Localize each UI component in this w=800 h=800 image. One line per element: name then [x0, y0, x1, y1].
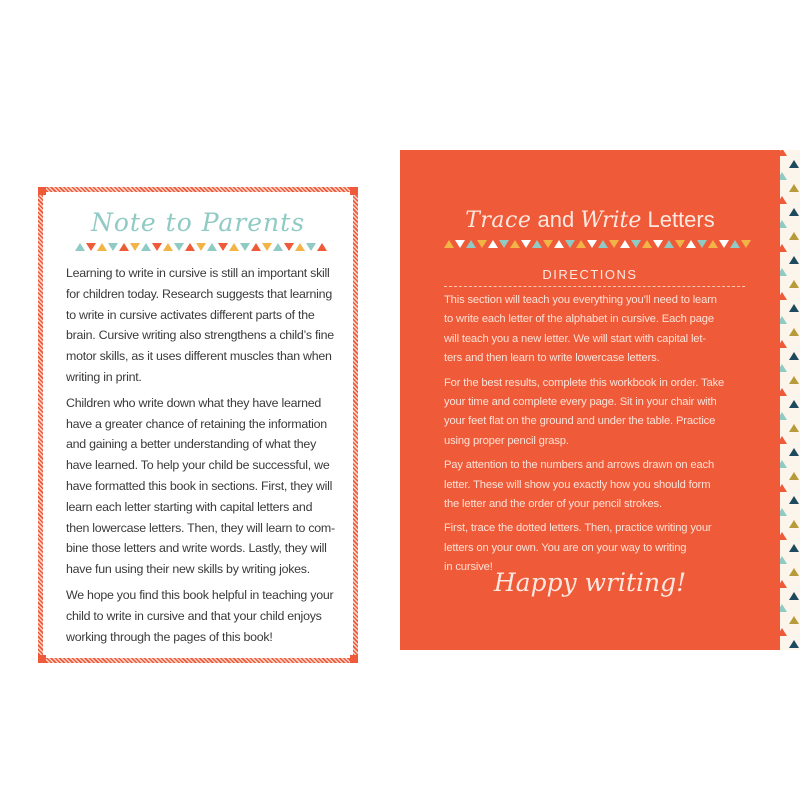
triangle-icon — [675, 240, 685, 248]
triangle-icon — [789, 232, 799, 240]
triangle-pattern-edge — [780, 150, 800, 650]
triangle-icon — [598, 240, 608, 248]
triangle-icon — [75, 243, 85, 251]
triangle-icon — [789, 328, 799, 336]
dashed-divider — [444, 286, 745, 287]
triangle-icon — [789, 160, 799, 168]
triangle-icon — [510, 240, 520, 248]
triangle-icon — [780, 196, 787, 204]
triangle-icon — [565, 240, 575, 248]
triangle-icon — [780, 150, 787, 156]
triangle-icon — [295, 243, 305, 251]
triangle-icon — [229, 243, 239, 251]
triangle-icon — [789, 256, 799, 264]
triangle-icon — [789, 184, 799, 192]
trace-and-write-page — [400, 150, 780, 650]
triangle-icon — [697, 240, 707, 248]
text-line: This section will teach you everything you’ll need to learn — [444, 294, 717, 306]
text-line: ters and then learn to write lowercase letters. — [444, 352, 660, 365]
text-line: First, trace the dotted letters. Then, practice writing your — [444, 522, 712, 535]
triangle-icon — [218, 243, 228, 251]
triangle-icon — [306, 243, 316, 251]
triangle-icon — [780, 628, 787, 636]
text-line: letters on your own. You are on your way to writing — [444, 541, 687, 554]
triangle-icon — [780, 436, 787, 444]
triangle-icon — [708, 240, 718, 248]
text-line: have learned. To help your child be successful, we — [66, 458, 330, 473]
triangle-icon — [130, 243, 140, 251]
triangle-icon — [152, 243, 162, 251]
triangle-icon — [174, 243, 184, 251]
title-and: and — [531, 207, 581, 232]
triangle-icon — [780, 244, 787, 252]
text-line: to write in cursive activates different parts of the — [66, 307, 315, 322]
triangle-icon — [620, 240, 630, 248]
title-write: Write — [580, 208, 642, 233]
triangle-icon — [196, 243, 206, 251]
text-line: writing in print. — [66, 369, 142, 384]
text-line: have fun using their new skills by writing jokes. — [66, 562, 310, 577]
triangle-icon — [780, 412, 787, 420]
triangle-icon — [780, 292, 787, 300]
triangle-icon — [789, 424, 799, 432]
text-line: to write each letter of the alphabet in cursive. Each page — [444, 313, 714, 326]
triangle-icon — [789, 352, 799, 360]
text-line: and gaining a better understanding of what they — [66, 437, 317, 452]
text-line: in cursive! — [444, 561, 493, 574]
text-line: have formatted this book in sections. First, they will — [66, 478, 333, 493]
page-title: Note to Parents — [90, 208, 306, 237]
triangle-icon — [780, 580, 787, 588]
triangle-icon — [789, 400, 799, 408]
triangle-icon — [780, 556, 787, 564]
triangle-icon — [576, 240, 586, 248]
text-line: for children today. Research suggests that learning — [66, 286, 332, 301]
paragraph — [444, 456, 724, 514]
text-line: working through the pages of this book! — [66, 629, 273, 644]
triangle-icon — [97, 243, 107, 251]
body-text — [444, 291, 724, 583]
triangle-icon — [532, 240, 542, 248]
triangle-icon — [262, 243, 272, 251]
triangle-icon — [141, 243, 151, 251]
triangle-icon — [163, 243, 173, 251]
triangle-icon — [119, 243, 129, 251]
directions-heading: DIRECTIONS — [542, 267, 638, 282]
text-line: brain. Cursive writing also strengthens a child’s fine — [66, 328, 334, 343]
triangle-icon — [185, 243, 195, 251]
triangle-icon — [86, 243, 96, 251]
triangle-icon — [543, 240, 553, 248]
triangle-icon — [609, 240, 619, 248]
title-trace: Trace — [465, 208, 532, 233]
triangle-icon — [207, 243, 217, 251]
corner-ornament — [38, 655, 46, 663]
triangle-icon — [587, 240, 597, 248]
triangle-icon — [780, 508, 787, 516]
note-to-parents-page — [38, 187, 358, 663]
triangle-icon — [780, 220, 787, 228]
text-line: child to write in cursive and that your child enjoys — [66, 608, 322, 623]
triangle-icon — [789, 208, 799, 216]
triangle-icon — [780, 604, 787, 612]
paragraph — [66, 393, 335, 580]
triangle-icon — [664, 240, 674, 248]
text-line: the letter and the order of your pencil strokes. — [444, 498, 662, 511]
triangle-icon — [789, 448, 799, 456]
triangle-icon — [108, 243, 118, 251]
triangle-icon — [780, 268, 787, 276]
text-line: bine those letters and write words. Lastly, they will — [66, 541, 327, 556]
triangle-icon — [789, 376, 799, 384]
triangle-icon — [789, 280, 799, 288]
text-line: letter. These will show you exactly how you should form — [444, 478, 711, 491]
triangle-icon — [780, 364, 787, 372]
text-line: your time and complete every page. Sit in your chair with — [444, 396, 717, 409]
triangle-icon — [780, 484, 787, 492]
triangle-icon — [789, 592, 799, 600]
triangle-icon — [789, 304, 799, 312]
text-line: have a greater chance of retaining the information — [66, 416, 327, 431]
closing-text: Happy writing! — [493, 568, 687, 597]
text-line: Learning to write in cursive is still an important skill — [66, 266, 330, 280]
text-line: using proper pencil grasp. — [444, 434, 569, 447]
triangle-icon — [631, 240, 641, 248]
triangle-icon — [789, 520, 799, 528]
triangle-icon — [273, 243, 283, 251]
triangle-icon — [780, 172, 787, 180]
text-line: motor skills, as it uses different muscles than when — [66, 349, 332, 364]
triangle-icon — [780, 460, 787, 468]
page-title — [400, 207, 780, 233]
triangle-icon — [653, 240, 663, 248]
triangle-icon — [730, 240, 740, 248]
triangle-icon — [455, 240, 465, 248]
triangle-icon — [719, 240, 729, 248]
triangle-icon — [477, 240, 487, 248]
text-line: your feet flat on the ground and under the table. Practice — [444, 415, 716, 428]
triangle-icon — [444, 240, 454, 248]
triangle-icon — [240, 243, 250, 251]
triangle-icon — [789, 544, 799, 552]
triangle-icon — [317, 243, 327, 251]
paragraph — [444, 291, 724, 369]
corner-ornament — [350, 187, 358, 195]
triangle-icon — [488, 240, 498, 248]
text-line: For the best results, complete this workbook in order. Take — [444, 376, 725, 389]
triangle-icon — [642, 240, 652, 248]
text-line: learn each letter starting with capital letters and — [66, 499, 313, 514]
triangle-icon — [789, 568, 799, 576]
triangle-icon — [780, 532, 787, 540]
triangle-icon — [251, 243, 261, 251]
title-letters: Letters — [641, 207, 715, 232]
paragraph — [66, 263, 335, 388]
text-line: then lowercase letters. Then, they will learn to com- — [66, 520, 335, 535]
triangle-icon — [789, 640, 799, 648]
triangle-icon — [789, 472, 799, 480]
triangle-icon — [499, 240, 509, 248]
triangle-icon — [789, 496, 799, 504]
text-line: We hope you find this book helpful in teaching your — [66, 587, 334, 602]
paragraph — [444, 374, 724, 452]
triangle-icon — [686, 240, 696, 248]
body-text — [66, 263, 335, 652]
text-line: Pay attention to the numbers and arrows drawn on each — [444, 459, 715, 472]
corner-ornament — [350, 655, 358, 663]
triangle-icon — [780, 316, 787, 324]
triangle-icon — [789, 616, 799, 624]
triangle-icon — [554, 240, 564, 248]
text-line: Children who write down what they have learned — [66, 395, 322, 410]
triangle-banner — [75, 243, 327, 251]
triangle-icon — [780, 388, 787, 396]
text-line: will teach you a new letter. We will start with capital let- — [444, 332, 706, 345]
triangle-icon — [780, 340, 787, 348]
triangle-icon — [741, 240, 751, 248]
paragraph — [66, 585, 335, 647]
triangle-icon — [284, 243, 294, 251]
corner-ornament — [38, 187, 46, 195]
triangle-icon — [521, 240, 531, 248]
triangle-icon — [466, 240, 476, 248]
triangle-banner — [444, 240, 751, 248]
